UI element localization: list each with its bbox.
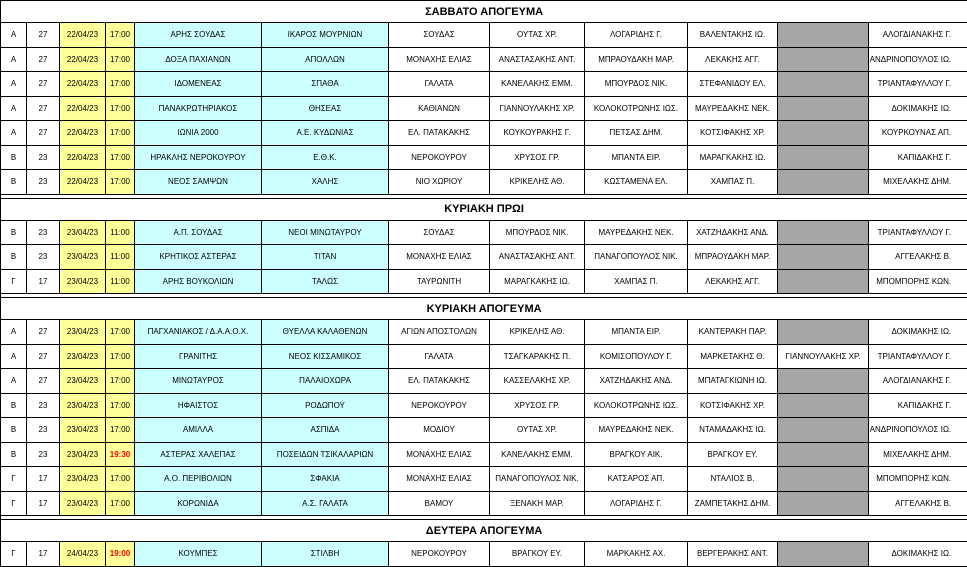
match-row (1, 72, 967, 97)
fourth-official-cell (778, 418, 869, 443)
observer-cell: ΔΟΚΙΜΑΚΗΣ ΙΩ. (869, 96, 967, 121)
referee-cell: ΜΑΡΑΓΚΑΚΗΣ ΙΩ. (490, 269, 585, 294)
match-row (1, 393, 967, 418)
assistant1-cell: ΜΠΟΥΡΔΟΣ ΝΙΚ. (585, 72, 688, 97)
section-title: ΣΑΒΒΑΤΟ ΑΠΟΓΕΥΜΑ (1, 1, 967, 23)
observer-cell: ΑΛΟΓΔΙΑΝΑΚΗΣ Γ. (869, 23, 967, 48)
assistant2-cell: ΒΑΛΕΝΤΑΚΗΣ ΙΩ. (688, 23, 778, 48)
observer-cell: ΚΑΠΙΔΑΚΗΣ Γ. (869, 393, 967, 418)
round-cell: 27 (27, 96, 60, 121)
away-team-cell: ΠΟΣΕΙΔΩΝ ΤΣΙΚΑΛΑΡΙΩΝ (262, 442, 389, 467)
away-team-cell: Α.Σ. ΓΑΛΑΤΑ (262, 491, 389, 516)
assistant2-cell: ΛΕΚΑΚΗΣ ΑΓΓ. (688, 269, 778, 294)
round-cell: 27 (27, 121, 60, 146)
home-team-cell: ΙΔΟΜΕΝΕΑΣ (135, 72, 262, 97)
match-row (1, 542, 967, 567)
venue-cell: ΜΟΝΑΧΗΣ ΕΛΙΑΣ (389, 442, 490, 467)
referee-cell: ΠΑΝΑΓΟΠΟΥΛΟΣ ΝΙΚ. (490, 467, 585, 492)
observer-cell: ΔΟΚΙΜΑΚΗΣ ΙΩ. (869, 320, 967, 345)
observer-cell: ΜΙΧΕΛΑΚΗΣ ΔΗΜ. (869, 442, 967, 467)
referee-cell: ΟΥΤΑΣ ΧΡ. (490, 418, 585, 443)
fourth-official-cell (778, 542, 869, 567)
assistant1-cell: ΚΟΛΟΚΟΤΡΩΝΗΣ ΙΩΣ. (585, 96, 688, 121)
match-row (1, 491, 967, 516)
home-team-cell: ΗΦΑΙΣΤΟΣ (135, 393, 262, 418)
venue-cell: ΝΙΟ ΧΩΡΙΟΥ (389, 170, 490, 195)
match-row (1, 320, 967, 345)
fourth-official-cell (778, 393, 869, 418)
away-team-cell: ΘΗΣΕΑΣ (262, 96, 389, 121)
match-row (1, 23, 967, 48)
match-row (1, 269, 967, 294)
referee-cell: ΤΣΑΓΚΑΡΑΚΗΣ Π. (490, 344, 585, 369)
time-cell: 19:00 (106, 542, 135, 567)
division-cell: Β (1, 220, 27, 245)
assistant1-cell: ΠΕΤΣΑΣ ΔΗΜ. (585, 121, 688, 146)
division-cell: Γ (1, 491, 27, 516)
round-cell: 23 (27, 245, 60, 270)
division-cell: Γ (1, 542, 27, 567)
round-cell: 27 (27, 369, 60, 394)
referee-cell: ΜΠΟΥΡΔΟΣ ΝΙΚ. (490, 220, 585, 245)
section-title: ΚΥΡΙΑΚΗ ΠΡΩΙ (1, 198, 967, 220)
away-team-cell: ΣΤΙΛΒΗ (262, 542, 389, 567)
assistant2-cell: ΒΡΑΓΚΟΥ ΕΥ. (688, 442, 778, 467)
section-header-row (1, 198, 967, 220)
assistant1-cell: ΜΑΥΡΕΔΑΚΗΣ ΝΕΚ. (585, 418, 688, 443)
division-cell: Α (1, 47, 27, 72)
date-cell: 22/04/23 (60, 72, 106, 97)
observer-cell: ΑΓΓΕΛΑΚΗΣ Β. (869, 245, 967, 270)
venue-cell: ΓΑΛΑΤΑ (389, 72, 490, 97)
venue-cell: ΜΟΔΙΟΥ (389, 418, 490, 443)
time-cell: 17:00 (106, 96, 135, 121)
date-cell: 23/04/23 (60, 442, 106, 467)
venue-cell: ΜΟΝΑΧΗΣ ΕΛΙΑΣ (389, 467, 490, 492)
time-cell: 17:00 (106, 491, 135, 516)
date-cell: 22/04/23 (60, 145, 106, 170)
division-cell: Α (1, 121, 27, 146)
observer-cell: ΑΝΔΡΙΝΟΠΟΥΛΟΣ ΙΩ. (869, 47, 967, 72)
section-title: ΚΥΡΙΑΚΗ ΑΠΟΓΕΥΜΑ (1, 298, 967, 320)
date-cell: 23/04/23 (60, 467, 106, 492)
date-cell: 23/04/23 (60, 491, 106, 516)
assistant1-cell: ΜΠΑΝΤΑ ΕΙΡ. (585, 145, 688, 170)
time-cell: 11:00 (106, 245, 135, 270)
venue-cell: ΜΟΝΑΧΗΣ ΕΛΙΑΣ (389, 245, 490, 270)
fourth-official-cell (778, 96, 869, 121)
home-team-cell: ΚΡΗΤΙΚΟΣ ΑΣΤΕΡΑΣ (135, 245, 262, 270)
date-cell: 24/04/23 (60, 542, 106, 567)
venue-cell: ΜΟΝΑΧΗΣ ΕΛΙΑΣ (389, 47, 490, 72)
venue-cell: ΕΛ. ΠΑΤΑΚΑΚΗΣ (389, 369, 490, 394)
away-team-cell: ΤΙΤΑΝ (262, 245, 389, 270)
referee-cell: ΚΑΝΕΛΑΚΗΣ ΕΜΜ. (490, 442, 585, 467)
date-cell: 23/04/23 (60, 220, 106, 245)
round-cell: 17 (27, 542, 60, 567)
observer-cell: ΑΝΔΡΙΝΟΠΟΥΛΟΣ ΙΩ. (869, 418, 967, 443)
time-cell: 11:00 (106, 269, 135, 294)
fourth-official-cell (778, 491, 869, 516)
division-cell: Α (1, 23, 27, 48)
assistant2-cell: ΚΑΝΤΕΡΑΚΗ ΠΑΡ. (688, 320, 778, 345)
match-row (1, 245, 967, 270)
venue-cell: ΑΓΙΩΝ ΑΠΟΣΤΟΛΩΝ (389, 320, 490, 345)
away-team-cell: ΣΠΑΘΑ (262, 72, 389, 97)
fourth-official-cell: ΓΙΑΝΝΟΥΛΑΚΗΣ ΧΡ. (778, 344, 869, 369)
section-header-row (1, 1, 967, 23)
assistant1-cell: ΜΑΥΡΕΔΑΚΗΣ ΝΕΚ. (585, 220, 688, 245)
date-cell: 23/04/23 (60, 320, 106, 345)
date-cell: 22/04/23 (60, 121, 106, 146)
observer-cell: ΔΟΚΙΜΑΚΗΣ ΙΩ. (869, 542, 967, 567)
fourth-official-cell (778, 467, 869, 492)
schedule-body (1, 1, 967, 567)
fourth-official-cell (778, 320, 869, 345)
division-cell: Α (1, 344, 27, 369)
home-team-cell: ΠΑΝΑΚΡΩΤΗΡΙΑΚΟΣ (135, 96, 262, 121)
division-cell: Α (1, 369, 27, 394)
observer-cell: ΤΡΙΑΝΤΑΦΥΛΛΟΥ Γ. (869, 220, 967, 245)
assistant2-cell: ΛΕΚΑΚΗΣ ΑΓΓ. (688, 47, 778, 72)
section-title: ΔΕΥΤΕΡΑ ΑΠΟΓΕΥΜΑ (1, 520, 967, 542)
assistant1-cell: ΚΑΤΣΑΡΟΣ ΑΠ. (585, 467, 688, 492)
referee-cell: ΑΝΑΣΤΑΣΑΚΗΣ ΑΝΤ. (490, 245, 585, 270)
match-row (1, 467, 967, 492)
date-cell: 22/04/23 (60, 96, 106, 121)
fourth-official-cell (778, 23, 869, 48)
observer-cell: ΤΡΙΑΝΤΑΦΥΛΛΟΥ Γ. (869, 72, 967, 97)
date-cell: 23/04/23 (60, 369, 106, 394)
division-cell: Α (1, 320, 27, 345)
division-cell: Α (1, 72, 27, 97)
assistant2-cell: ΚΟΤΣΙΦΑΚΗΣ ΧΡ. (688, 393, 778, 418)
division-cell: Β (1, 418, 27, 443)
home-team-cell: ΗΡΑΚΛΗΣ ΝΕΡΟΚΟΥΡΟΥ (135, 145, 262, 170)
fourth-official-cell (778, 245, 869, 270)
round-cell: 17 (27, 467, 60, 492)
date-cell: 23/04/23 (60, 245, 106, 270)
fourth-official-cell (778, 47, 869, 72)
referee-cell: ΒΡΑΓΚΟΥ ΕΥ. (490, 542, 585, 567)
assistant1-cell: ΛΟΓΑΡΙΔΗΣ Γ. (585, 23, 688, 48)
away-team-cell: ΠΑΛΑΙΟΧΩΡΑ (262, 369, 389, 394)
assistant1-cell: ΠΑΝΑΓΟΠΟΥΛΟΣ ΝΙΚ. (585, 245, 688, 270)
fourth-official-cell (778, 442, 869, 467)
home-team-cell: ΑΡΗΣ ΣΟΥΔΑΣ (135, 23, 262, 48)
observer-cell: ΚΑΠΙΔΑΚΗΣ Γ. (869, 145, 967, 170)
home-team-cell: ΠΑΓΧΑΝΙΑΚΟΣ / Δ.Α.Α.Ο.Χ. (135, 320, 262, 345)
time-cell: 17:00 (106, 467, 135, 492)
away-team-cell: ΑΠΟΛΛΩΝ (262, 47, 389, 72)
assistant2-cell: ΧΑΤΖΗΔΑΚΗΣ ΑΝΔ. (688, 220, 778, 245)
assistant2-cell: ΝΤΑΛΙΟΣ Β. (688, 467, 778, 492)
assistant1-cell: ΜΠΑΝΤΑ ΕΙΡ. (585, 320, 688, 345)
home-team-cell: ΑΣΤΕΡΑΣ ΧΑΛΕΠΑΣ (135, 442, 262, 467)
match-row (1, 145, 967, 170)
venue-cell: ΕΛ. ΠΑΤΑΚΑΚΗΣ (389, 121, 490, 146)
match-row (1, 47, 967, 72)
assistant2-cell: ΜΑΡΚΕΤΑΚΗΣ Θ. (688, 344, 778, 369)
date-cell: 22/04/23 (60, 47, 106, 72)
away-team-cell: ΤΑΛΩΣ (262, 269, 389, 294)
assistant1-cell: ΚΟΛΟΚΟΤΡΩΝΗΣ ΙΩΣ. (585, 393, 688, 418)
away-team-cell: ΣΦΑΚΙΑ (262, 467, 389, 492)
match-row (1, 220, 967, 245)
round-cell: 27 (27, 72, 60, 97)
venue-cell: ΓΑΛΑΤΑ (389, 344, 490, 369)
observer-cell: ΜΠΟΜΠΟΡΗΣ ΚΩΝ. (869, 269, 967, 294)
away-team-cell: ΘΥΕΛΛΑ ΚΑΛΑΘΕΝΩΝ (262, 320, 389, 345)
assistant2-cell: ΝΤΑΜΑΔΑΚΗΣ ΙΩ. (688, 418, 778, 443)
assistant1-cell: ΜΠΡΑΟΥΔΑΚΗ ΜΑΡ. (585, 47, 688, 72)
time-cell: 17:00 (106, 393, 135, 418)
away-team-cell: ΧΑΛΗΣ (262, 170, 389, 195)
date-cell: 23/04/23 (60, 393, 106, 418)
away-team-cell: ΝΕΟΣ ΚΙΣΣΑΜΙΚΟΣ (262, 344, 389, 369)
division-cell: Α (1, 96, 27, 121)
time-cell: 17:00 (106, 320, 135, 345)
round-cell: 23 (27, 145, 60, 170)
assistant1-cell: ΜΑΡΚΑΚΗΣ ΑΧ. (585, 542, 688, 567)
division-cell: Γ (1, 269, 27, 294)
home-team-cell: ΔΟΞΑ ΠΑΧΙΑΝΩΝ (135, 47, 262, 72)
venue-cell: ΣΟΥΔΑΣ (389, 23, 490, 48)
away-team-cell: Ε.Θ.Κ. (262, 145, 389, 170)
observer-cell: ΑΛΟΓΔΙΑΝΑΚΗΣ Γ. (869, 369, 967, 394)
time-cell: 17:00 (106, 121, 135, 146)
venue-cell: ΣΟΥΔΑΣ (389, 220, 490, 245)
date-cell: 23/04/23 (60, 269, 106, 294)
assistant1-cell: ΚΩΣΤΑΜΕΝΑ ΕΛ. (585, 170, 688, 195)
observer-cell: ΜΙΧΕΛΑΚΗΣ ΔΗΜ. (869, 170, 967, 195)
home-team-cell: ΚΟΡΩΝΙΔΑ (135, 491, 262, 516)
home-team-cell: ΓΡΑΝΙΤΗΣ (135, 344, 262, 369)
fourth-official-cell (778, 369, 869, 394)
time-cell: 17:00 (106, 170, 135, 195)
referee-cell: ΚΡΙΚΕΛΗΣ ΑΘ. (490, 320, 585, 345)
away-team-cell: ΡΟΔΩΠΟΥ (262, 393, 389, 418)
observer-cell: ΤΡΙΑΝΤΑΦΥΛΛΟΥ Γ. (869, 344, 967, 369)
home-team-cell: Α.Π. ΣΟΥΔΑΣ (135, 220, 262, 245)
away-team-cell: Α.Ε. ΚΥΔΩΝΙΑΣ (262, 121, 389, 146)
time-cell: 17:00 (106, 418, 135, 443)
date-cell: 22/04/23 (60, 170, 106, 195)
observer-cell: ΚΟΥΡΚΟΥΝΑΣ ΑΠ. (869, 121, 967, 146)
assistant1-cell: ΧΑΜΠΑΣ Π. (585, 269, 688, 294)
time-cell: 17:00 (106, 23, 135, 48)
assistant2-cell: ΧΑΜΠΑΣ Π. (688, 170, 778, 195)
assistant2-cell: ΜΑΥΡΕΔΑΚΗΣ ΝΕΚ. (688, 96, 778, 121)
division-cell: Β (1, 170, 27, 195)
round-cell: 17 (27, 269, 60, 294)
assistant1-cell: ΚΟΜΙΣΟΠΟΥΛΟΥ Γ. (585, 344, 688, 369)
referee-cell: ΚΑΝΕΛΑΚΗΣ ΕΜΜ. (490, 72, 585, 97)
venue-cell: ΝΕΡΟΚΟΥΡΟΥ (389, 393, 490, 418)
referee-cell: ΟΥΤΑΣ ΧΡ. (490, 23, 585, 48)
referee-cell: ΚΟΥΚΟΥΡΑΚΗΣ Γ. (490, 121, 585, 146)
time-cell: 11:00 (106, 220, 135, 245)
fourth-official-cell (778, 170, 869, 195)
division-cell: Β (1, 145, 27, 170)
venue-cell: ΤΑΥΡΩΝΙΤΗ (389, 269, 490, 294)
time-cell: 17:00 (106, 72, 135, 97)
fourth-official-cell (778, 145, 869, 170)
time-cell: 19:30 (106, 442, 135, 467)
division-cell: Β (1, 245, 27, 270)
time-cell: 17:00 (106, 344, 135, 369)
time-cell: 17:00 (106, 145, 135, 170)
fourth-official-cell (778, 269, 869, 294)
fourth-official-cell (778, 220, 869, 245)
match-row (1, 418, 967, 443)
away-team-cell: ΑΣΠΙΔΑ (262, 418, 389, 443)
referee-cell: ΞΕΝΑΚΗ ΜΑΡ. (490, 491, 585, 516)
round-cell: 23 (27, 170, 60, 195)
round-cell: 17 (27, 491, 60, 516)
referee-cell: ΑΝΑΣΤΑΣΑΚΗΣ ΑΝΤ. (490, 47, 585, 72)
assistant2-cell: ΜΠΑΤΑΓΚΙΩΝΗ ΙΩ. (688, 369, 778, 394)
fourth-official-cell (778, 72, 869, 97)
date-cell: 22/04/23 (60, 23, 106, 48)
round-cell: 27 (27, 47, 60, 72)
home-team-cell: ΙΩΝΙΑ 2000 (135, 121, 262, 146)
round-cell: 23 (27, 220, 60, 245)
round-cell: 27 (27, 23, 60, 48)
match-row (1, 96, 967, 121)
referee-cell: ΚΡΙΚΕΛΗΣ ΑΘ. (490, 170, 585, 195)
match-row (1, 369, 967, 394)
assistant2-cell: ΣΤΕΦΑΝΙΔΟΥ ΕΛ. (688, 72, 778, 97)
assistant2-cell: ΖΑΜΠΕΤΑΚΗΣ ΔΗΜ. (688, 491, 778, 516)
section-header-row (1, 520, 967, 542)
observer-cell: ΜΠΟΜΠΟΡΗΣ ΚΩΝ. (869, 467, 967, 492)
home-team-cell: Α.Ο. ΠΕΡΙΒΟΛΙΩΝ (135, 467, 262, 492)
home-team-cell: ΑΡΗΣ ΒΟΥΚΟΛΙΩΝ (135, 269, 262, 294)
assistant2-cell: ΚΟΤΣΙΦΑΚΗΣ ΧΡ. (688, 121, 778, 146)
away-team-cell: ΙΚΑΡΟΣ ΜΟΥΡΝΙΩΝ (262, 23, 389, 48)
match-row (1, 442, 967, 467)
assistant2-cell: ΒΕΡΓΕΡΑΚΗΣ ΑΝΤ. (688, 542, 778, 567)
division-cell: Β (1, 393, 27, 418)
round-cell: 27 (27, 320, 60, 345)
date-cell: 23/04/23 (60, 418, 106, 443)
referee-cell: ΚΑΣΣΕΛΑΚΗΣ ΧΡ. (490, 369, 585, 394)
assistant2-cell: ΜΑΡΑΓΚΑΚΗΣ ΙΩ. (688, 145, 778, 170)
round-cell: 23 (27, 418, 60, 443)
venue-cell: ΝΕΡΟΚΟΥΡΟΥ (389, 145, 490, 170)
venue-cell: ΚΑΘΙΑΝΩΝ (389, 96, 490, 121)
referee-cell: ΓΙΑΝΝΟΥΛΑΚΗΣ ΧΡ. (490, 96, 585, 121)
assistant2-cell: ΜΠΡΑΟΥΔΑΚΗ ΜΑΡ. (688, 245, 778, 270)
assistant1-cell: ΛΟΓΑΡΙΔΗΣ Γ. (585, 491, 688, 516)
section-header-row (1, 298, 967, 320)
home-team-cell: ΚΟΥΜΠΕΣ (135, 542, 262, 567)
round-cell: 23 (27, 442, 60, 467)
referee-cell: ΧΡΥΣΟΣ ΓΡ. (490, 145, 585, 170)
home-team-cell: ΜΙΝΩΤΑΥΡΟΣ (135, 369, 262, 394)
division-cell: Γ (1, 467, 27, 492)
match-row (1, 121, 967, 146)
date-cell: 23/04/23 (60, 344, 106, 369)
referee-cell: ΧΡΥΣΟΣ ΓΡ. (490, 393, 585, 418)
observer-cell: ΑΓΓΕΛΑΚΗΣ Β. (869, 491, 967, 516)
time-cell: 17:00 (106, 369, 135, 394)
venue-cell: ΝΕΡΟΚΟΥΡΟΥ (389, 542, 490, 567)
match-row (1, 170, 967, 195)
home-team-cell: ΝΕΟΣ ΣΑΜΨΩΝ (135, 170, 262, 195)
assistant1-cell: ΒΡΑΓΚΟΥ ΑΙΚ. (585, 442, 688, 467)
round-cell: 23 (27, 393, 60, 418)
match-row (1, 344, 967, 369)
round-cell: 27 (27, 344, 60, 369)
away-team-cell: ΝΕΟΙ ΜΙΝΩΤΑΥΡΟΥ (262, 220, 389, 245)
division-cell: Β (1, 442, 27, 467)
assistant1-cell: ΧΑΤΖΗΔΑΚΗΣ ΑΝΔ. (585, 369, 688, 394)
fourth-official-cell (778, 121, 869, 146)
venue-cell: ΒΑΜΟΥ (389, 491, 490, 516)
time-cell: 17:00 (106, 47, 135, 72)
home-team-cell: ΑΜΙΛΛΑ (135, 418, 262, 443)
